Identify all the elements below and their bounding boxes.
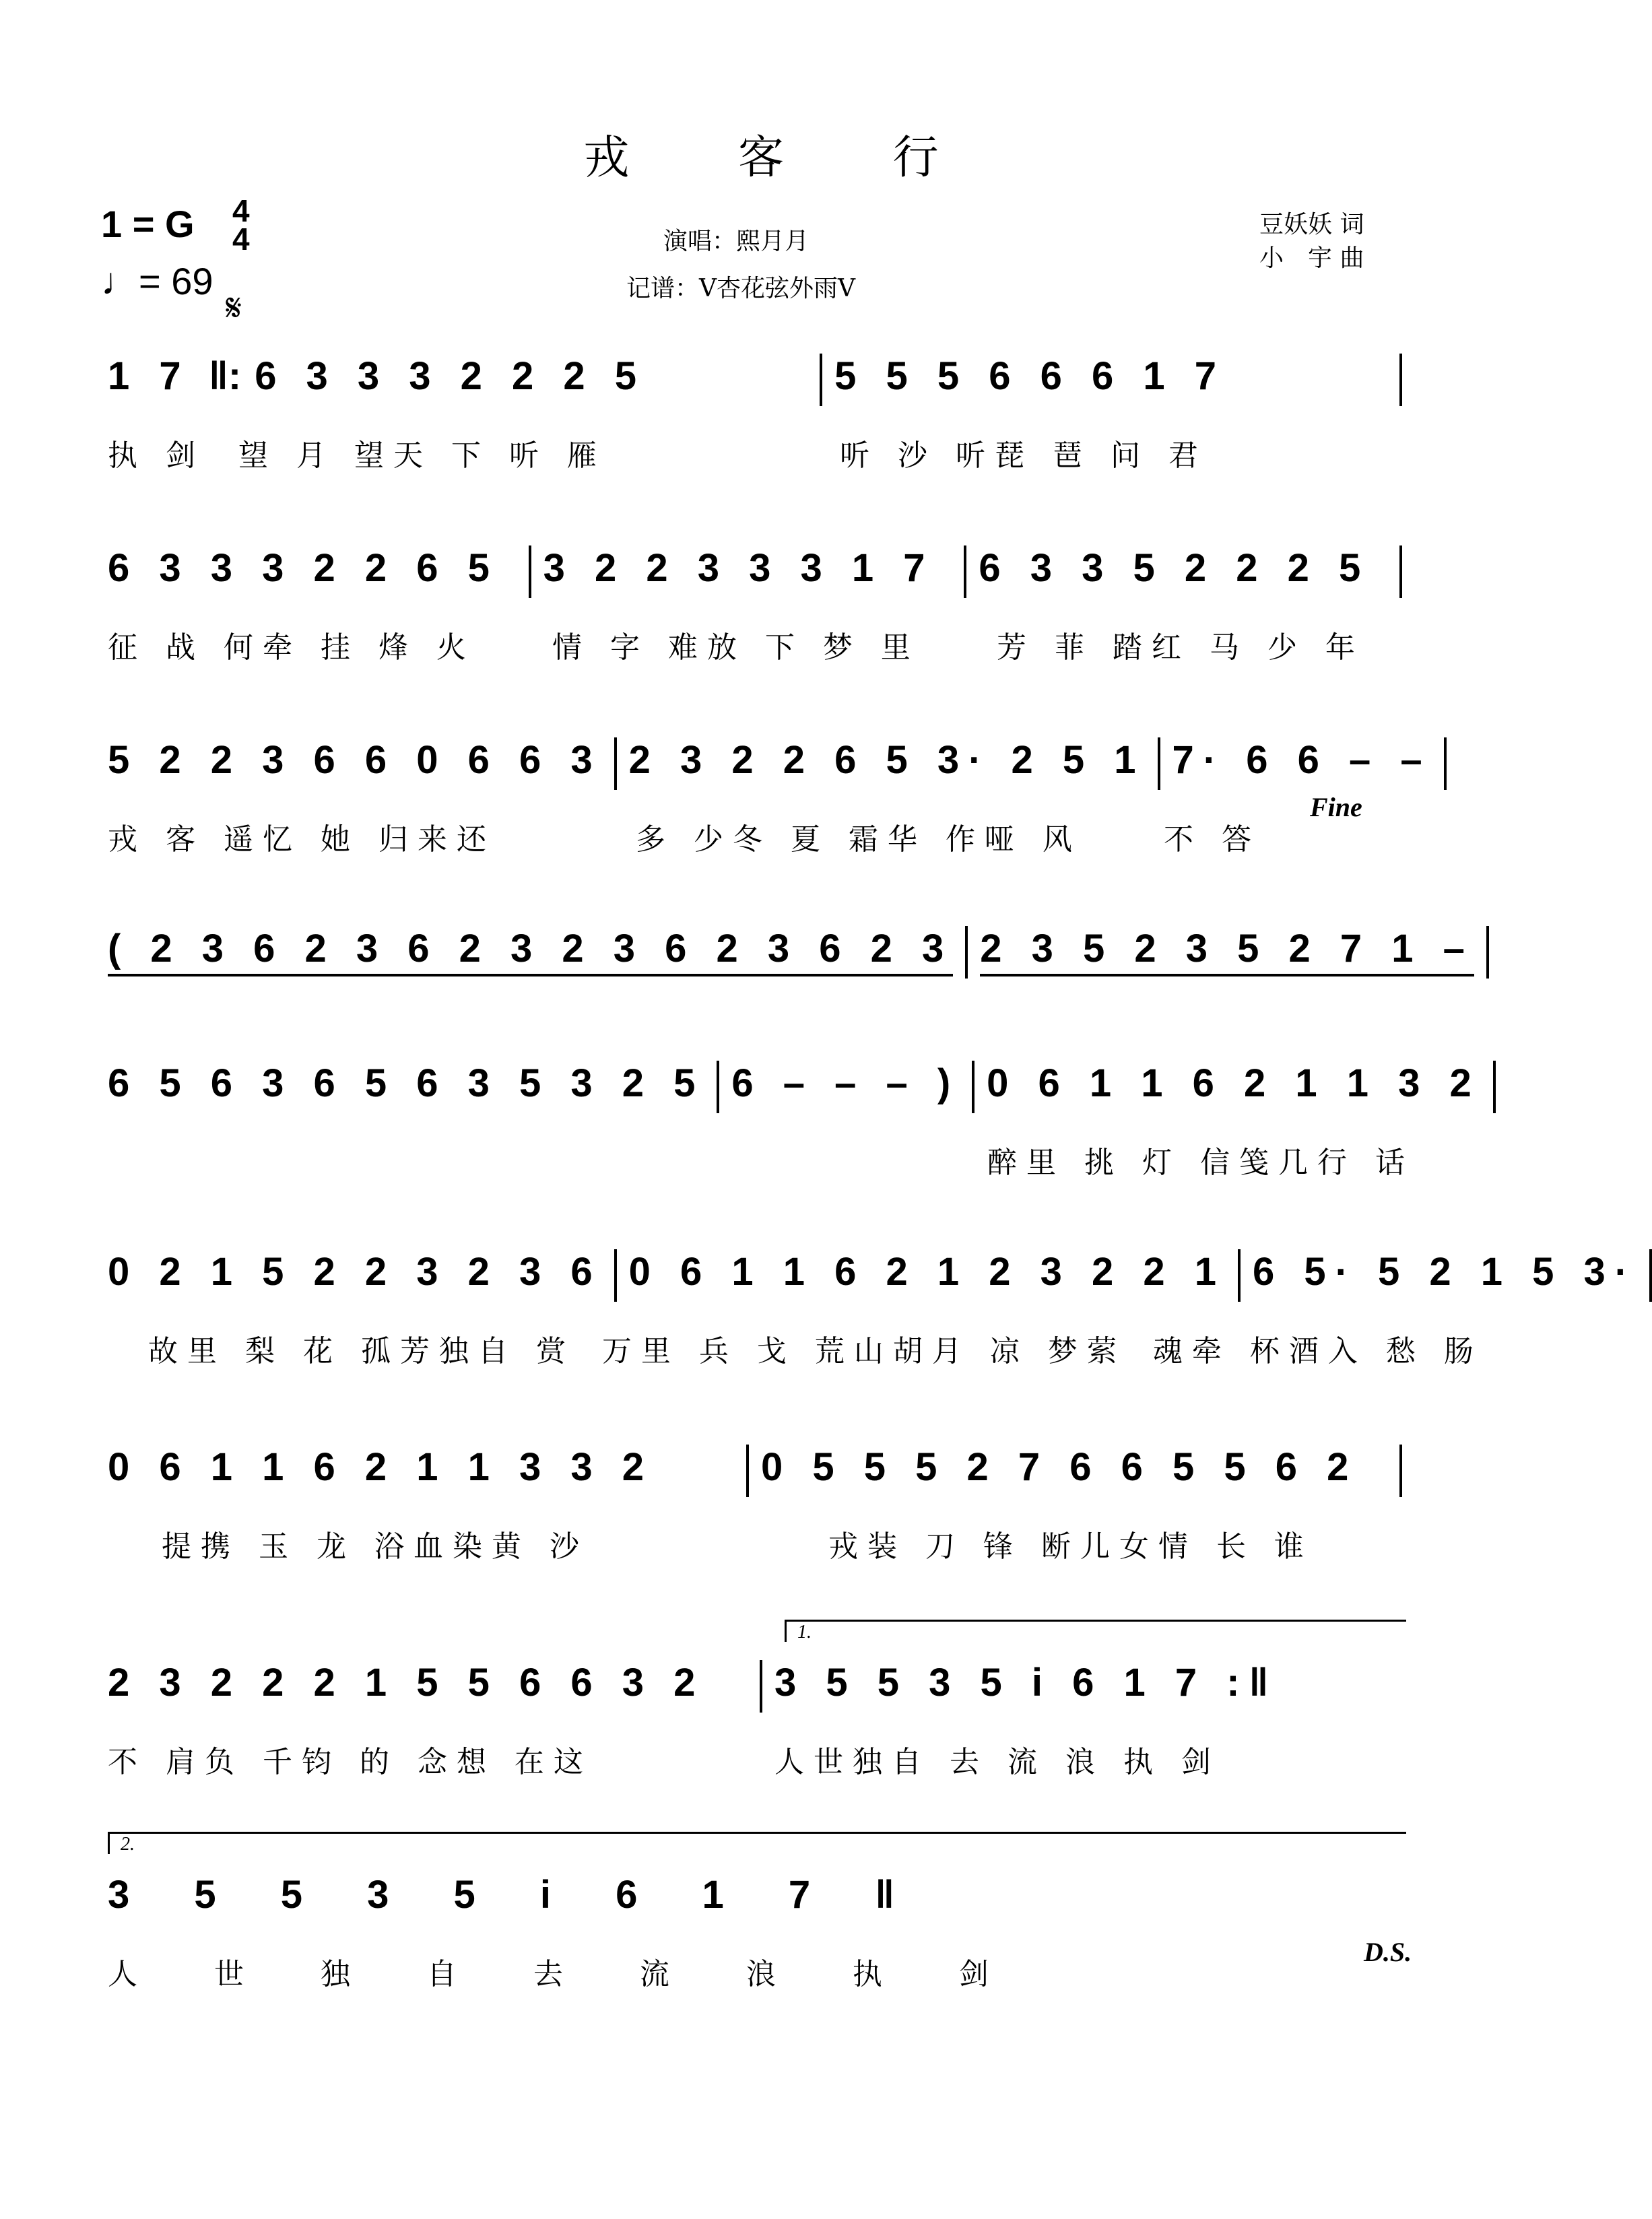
measure: 0 6 1 1 6 2 1 2 3 2 2 1 xyxy=(628,1250,1226,1294)
measure: 6 5· 5 2 1 5 3· xyxy=(1252,1250,1638,1294)
measure: 5 5 5 6 6 6 1 7 xyxy=(834,354,1226,398)
measure: 6 5 6 3 6 5 6 3 5 3 2 5 xyxy=(108,1061,705,1105)
lyric-segment: 征 战 何牵 挂 烽 火 xyxy=(108,630,475,665)
bar-line xyxy=(1399,545,1402,598)
bar-line xyxy=(760,1660,762,1713)
measure: 2 3 2 2 6 5 3· 2 5 1 xyxy=(628,738,1146,782)
measure: 2 3 5 2 3 5 2 7 1 – xyxy=(980,926,1474,976)
measure: 0 6 1 1 6 2 1 1 3 3 2 xyxy=(108,1445,653,1489)
lyric-segment: 不 肩负 千钧 的 念想 在这 xyxy=(108,1745,593,1779)
measure: 6 – – – ) xyxy=(731,1061,960,1105)
lyrics-row xyxy=(108,1737,1414,1781)
lyrics-row xyxy=(108,1327,1483,1370)
measure: 0 2 1 5 2 2 3 2 3 6 xyxy=(108,1250,602,1294)
lyric-segment: 听 沙 听琵 琶 问 君 xyxy=(840,438,1208,473)
notes-row xyxy=(108,354,1414,406)
measure: 2 3 2 2 2 1 5 5 6 6 3 2 xyxy=(108,1661,705,1704)
bar-line xyxy=(717,1061,719,1113)
lyric-segment: 人世独自 去 流 浪 执 剑 xyxy=(774,1745,1220,1779)
lyric-segment: 提携 玉 龙 浴血染黄 沙 xyxy=(162,1529,589,1564)
bar-line xyxy=(1649,1249,1652,1302)
ds-marking: D.S. xyxy=(1364,1937,1412,1967)
measure: 6 3 3 3 2 2 2 5 xyxy=(255,354,647,398)
measure: ( 2 3 6 2 3 6 2 3 2 3 6 2 3 6 2 3 xyxy=(108,926,953,976)
bar-line xyxy=(1158,737,1160,790)
measure: 5 2 2 3 6 6 0 6 6 3 xyxy=(108,738,602,782)
bar-line xyxy=(964,545,966,598)
lyrics-row xyxy=(108,1522,1414,1565)
measure: 0 5 5 5 2 7 6 6 5 5 6 2 xyxy=(761,1445,1358,1489)
notes-row xyxy=(108,926,1474,979)
key-signature: 1 = G xyxy=(101,203,195,245)
measure: 3 2 2 3 3 3 1 7 xyxy=(543,546,935,590)
bar-line xyxy=(972,1061,974,1113)
lyric-segment: 不 答 xyxy=(1164,822,1261,857)
lyrics-row xyxy=(108,815,1414,858)
notes-row xyxy=(108,1445,1414,1497)
bar-line xyxy=(614,737,617,790)
song-title: 戎 客 行 xyxy=(583,131,986,185)
bar-line xyxy=(614,1249,617,1302)
measure: 1 7 xyxy=(108,354,191,398)
measure: 6 3 3 3 2 2 6 5 xyxy=(108,546,499,590)
repeat-start-sign: ‖: xyxy=(209,354,242,398)
bar-line xyxy=(1486,926,1489,979)
tempo-marking: ♩= 69 xyxy=(101,260,213,302)
composer-credit: 小 宇 曲 xyxy=(1259,244,1364,272)
measure: 6 3 3 5 2 2 2 5 xyxy=(979,546,1370,590)
lyric-segment: 戎装 刀 锋 断儿女情 长 谁 xyxy=(828,1529,1313,1564)
lyric-segment: 多 少冬 夏 霜华 作哑 风 xyxy=(636,822,1082,857)
notes-row xyxy=(108,737,1432,790)
lyric-segment: 芳 菲 踏红 马 少 年 xyxy=(997,630,1364,665)
bar-line xyxy=(1399,354,1402,406)
first-ending-bracket xyxy=(785,1620,1406,1642)
bar-line xyxy=(1238,1249,1241,1302)
bar-line xyxy=(529,545,531,598)
measure: 0 6 1 1 6 2 1 1 3 2 xyxy=(987,1061,1481,1105)
time-signature xyxy=(232,193,250,257)
first-ending-label: 1. xyxy=(797,1622,812,1643)
bar-line xyxy=(820,354,822,406)
lyrics-row xyxy=(108,1950,1414,1993)
bar-line xyxy=(1493,1061,1496,1113)
lyric-segment: 醉里 挑 灯 信笺几行 话 xyxy=(987,1146,1414,1180)
time-signature-top: 4 xyxy=(232,193,250,228)
second-ending-bracket xyxy=(108,1832,1406,1854)
singer-credit: 演唱：熙月月 xyxy=(663,228,810,255)
bar-line xyxy=(1444,737,1447,790)
lyrics-row xyxy=(108,623,1414,666)
lyric-segment: 执 剑 xyxy=(108,438,205,473)
bar-line xyxy=(746,1445,749,1497)
measure: 3 5 5 3 5 i 6 1 7 :‖ xyxy=(774,1661,1278,1704)
notes-row xyxy=(108,1872,1414,1917)
lyric-segment: 万里 兵 戈 荒山胡月 凉 梦萦 xyxy=(601,1334,1126,1368)
lyrics-row xyxy=(108,431,1414,474)
notes-row xyxy=(108,545,1414,598)
lyric-segment: 魂牵 杯酒入 愁 肠 xyxy=(1152,1334,1483,1368)
bar-line xyxy=(1399,1445,1402,1497)
lyric-segment: 情 字 难放 下 梦 里 xyxy=(552,630,920,665)
fine-marking: Fine xyxy=(1310,792,1362,822)
notes-row xyxy=(108,1660,1414,1713)
lyric-segment: 故里 梨 花 孤芳独自 赏 xyxy=(148,1334,575,1368)
notes-row xyxy=(108,1061,1481,1113)
second-ending-label: 2. xyxy=(121,1834,135,1855)
measure: 3 5 5 3 5 i 6 1 7 ‖ xyxy=(108,1873,922,1917)
notes-row xyxy=(108,1249,1638,1302)
segno-sign: 𝄋 xyxy=(226,286,242,330)
time-signature-bottom: 4 xyxy=(232,222,250,257)
lyricist-credit: 豆妖妖 词 xyxy=(1259,211,1364,238)
transcriber-credit: 记谱：V杏花弦外雨V xyxy=(626,275,855,302)
lyric-segment: 人 世 独 自 去 流 浪 执 剑 xyxy=(108,1957,1022,1991)
measure: 7· 6 6 – – xyxy=(1172,738,1432,782)
bar-line xyxy=(965,926,968,979)
lyric-segment: 戎 客 遥忆 她 归来还 xyxy=(108,822,496,857)
lyric-segment: 望 月 望天 下 听 雁 xyxy=(238,438,606,473)
lyrics-row xyxy=(108,1138,1414,1181)
